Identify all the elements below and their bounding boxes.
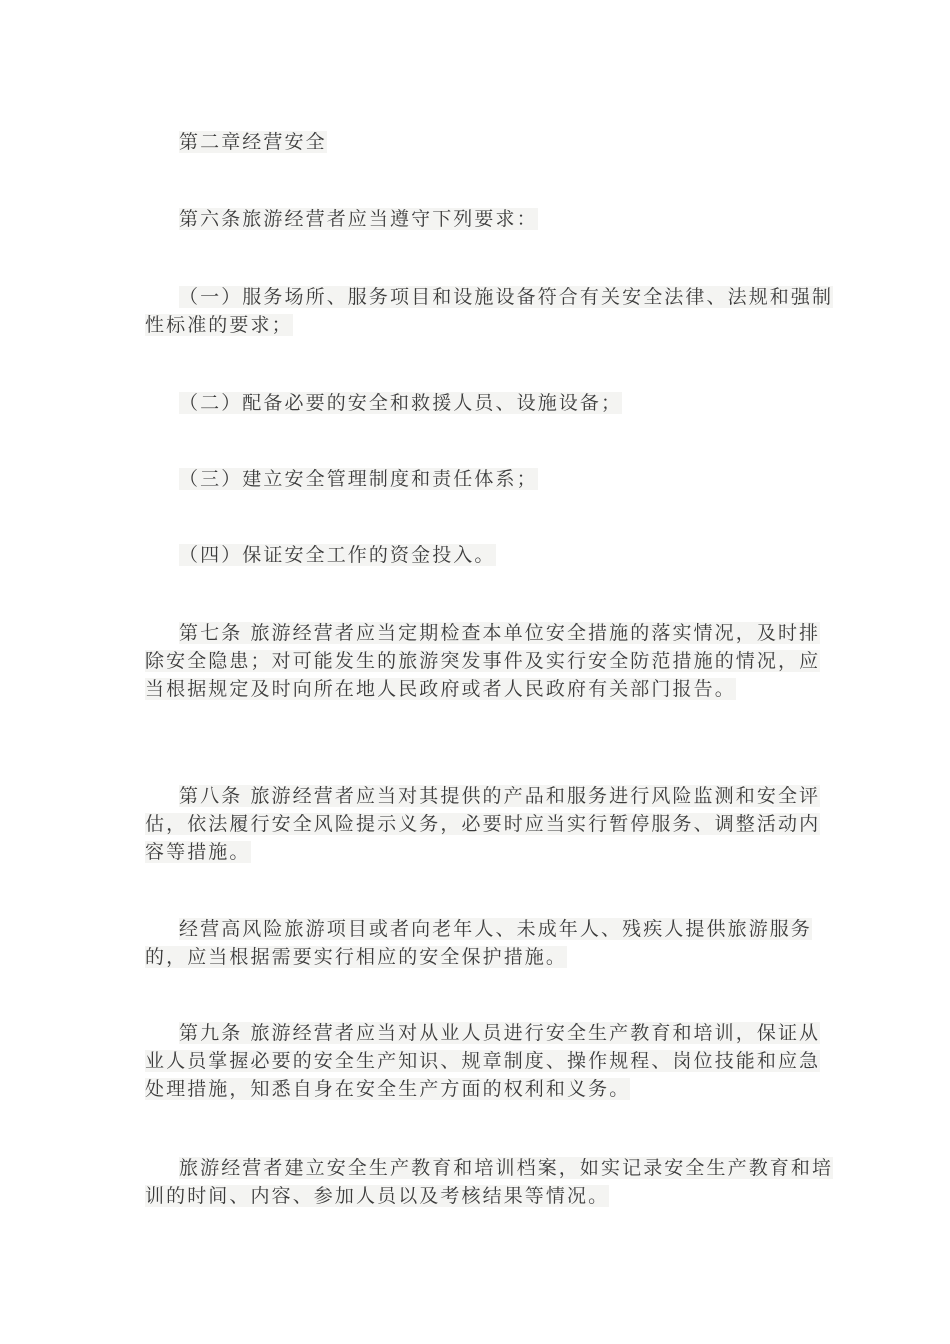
- article-8-paragraph: [145, 782, 835, 866]
- article-9-paragraph: [145, 1019, 835, 1103]
- article-9-text: 第九条 旅游经营者应当对从业人员进行安全生产教育和培训，保证从业人员掌握必要的安全生产知识、规章制度、操作规程、岗位技能和应急处理措施，知悉自身在安全生产方面的权利和义务。: [145, 1022, 821, 1100]
- article-6-item-1-paragraph: [145, 283, 835, 339]
- article-6-item-3-text: （三）建立安全管理制度和责任体系；: [179, 468, 538, 490]
- chapter-heading-text: 第二章经营安全: [179, 131, 327, 153]
- article-8-text: 第八条 旅游经营者应当对其提供的产品和服务进行风险监测和安全评估，依法履行安全风险提示义务，必要时应当实行暂停服务、调整活动内容等措施。: [145, 785, 821, 863]
- high-risk-text: 经营高风险旅游项目或者向老年人、未成年人、残疾人提供旅游服务的，应当根据需要实行相应的安全保护措施。: [145, 918, 813, 968]
- article-6-item-1-text: （一）服务场所、服务项目和设施设备符合有关安全法律、法规和强制性标准的要求；: [145, 286, 834, 336]
- training-records-paragraph: [145, 1154, 835, 1210]
- article-6-item-4-paragraph: [145, 541, 835, 569]
- article-6-item-2-paragraph: [145, 389, 835, 417]
- article-6-paragraph: [145, 205, 835, 233]
- high-risk-paragraph: [145, 915, 835, 971]
- article-7-paragraph: [145, 619, 835, 703]
- article-6-item-3-paragraph: [145, 465, 835, 493]
- article-7-text: 第七条 旅游经营者应当定期检查本单位安全措施的落实情况，及时排除安全隐患；对可能发生的旅游突发事件及实行安全防范措施的情况，应当根据规定及时向所在地人民政府或者人民政府有关部门报告。: [145, 622, 821, 700]
- chapter-heading: [145, 128, 835, 156]
- article-6-item-2-text: （二）配备必要的安全和救援人员、设施设备；: [179, 392, 623, 414]
- article-6-text: 第六条旅游经营者应当遵守下列要求：: [179, 208, 538, 230]
- training-records-text: 旅游经营者建立安全生产教育和培训档案，如实记录安全生产教育和培训的时间、内容、参加人员以及考核结果等情况。: [145, 1157, 834, 1207]
- article-6-item-4-text: （四）保证安全工作的资金投入。: [179, 544, 496, 566]
